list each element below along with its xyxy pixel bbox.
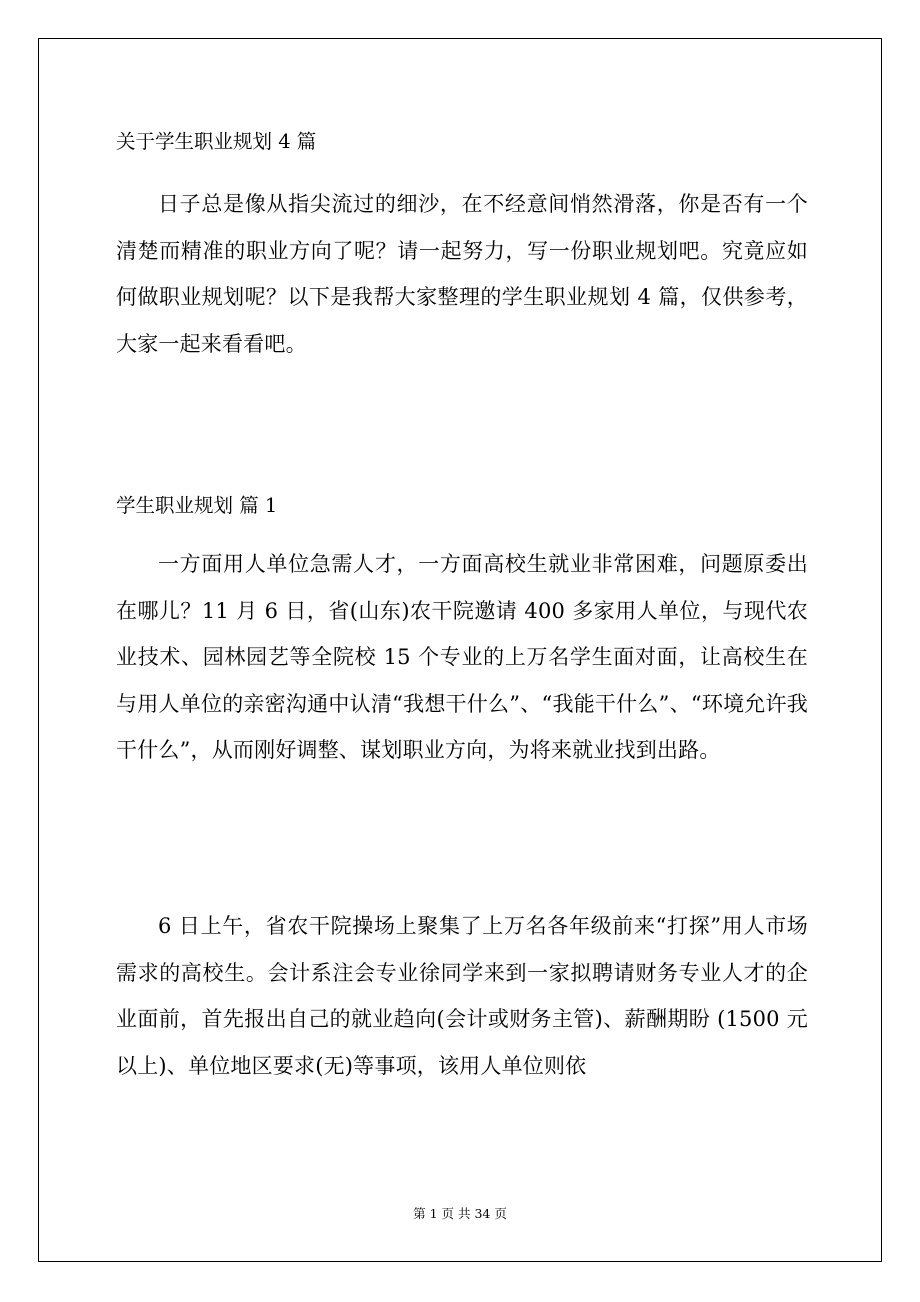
page-number-footer: 第 1 页 共 34 页 [413, 1206, 507, 1221]
section-heading: 学生职业规划 篇 1 [116, 494, 278, 517]
intro-paragraph: 日子总是像从指尖流过的细沙，在不经意间悄然滑落，你是否有一个清楚而精准的职业方向了呢？请一起努力，写一份职业规划吧。究竟应如何做职业规划呢？以下是我帮大家整理的学生职业规划 4 篇，仅供参考，大家一起来看看吧。 [116, 192, 808, 356]
body-paragraph: 一方面用人单位急需人才，一方面高校生就业非常困难，问题原委出在哪儿？11 月 6 日，省(山东)农干院邀请 400 多家用人单位，与现代农业技术、园林园艺等全院校 15 个专业的上万名学生面对面，让高校生在与用人单位的亲密沟通中认清“我想干什么”、“我能干什么”、“环境允许我干什么”，从而刚好调整、谋划职业方向，为将来就业找到出路。 [116, 552, 808, 762]
document-title: 关于学生职业规划 4 篇 [116, 130, 317, 153]
body-paragraph: 6 日上午，省农干院操场上聚集了上万名各年级前来“打探”用人市场需求的高校生。会计系注会专业徐同学来到一家拟聘请财务专业人才的企业面前，首先报出自己的就业趋向(会计或财务主管)、薪酬期盼 (1500 元以上)、单位地区要求(无)等事项，该用人单位则依 [116, 914, 808, 1078]
